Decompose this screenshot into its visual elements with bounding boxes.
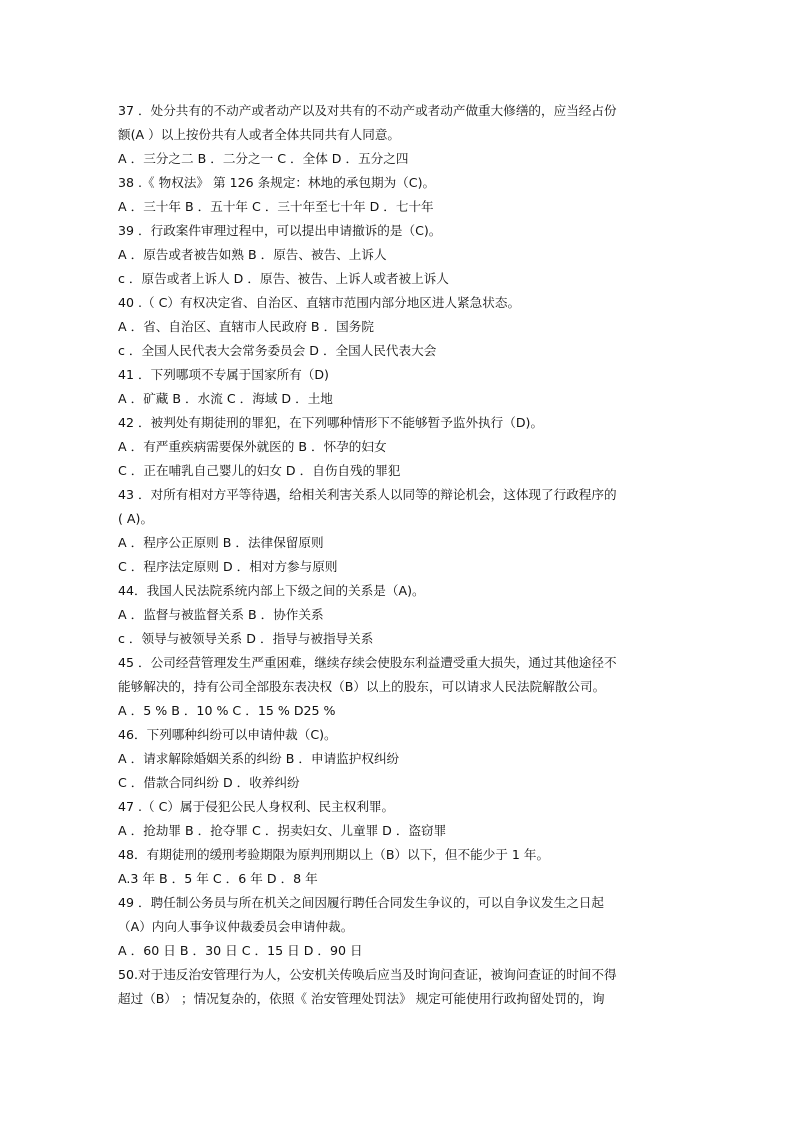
text-line: 40 .（ C）有权决定省、自治区、直辖市范围内部分地区进人紧急状态。: [118, 295, 521, 310]
text-line: 39 ．行政案件审理过程中，可以提出申请撤诉的是（C)。: [118, 223, 442, 238]
text-line: A ．监督与被监督关系 B ．协作关系: [118, 607, 324, 622]
text-line: A ．省、自治区、直辖市人民政府 B ．国务院: [118, 319, 374, 334]
text-line: 48．有期徒刑的缓刑考验期限为原判刑期以上（B）以下，但不能少于 1 年。: [118, 847, 550, 862]
text-line: A ．5 % B ．10 % C ．15 % D25 %: [118, 703, 336, 718]
text-line: 42 ．被判处有期徒刑的罪犯，在下列哪种情形下不能够暂予监外执行（D)。: [118, 415, 544, 430]
text-line: 41 ．下列哪项不专属于国家所有（D): [118, 367, 329, 382]
text-line: A.3 年 B ．5 年 C ．6 年 D ．8 年: [118, 871, 318, 886]
text-line: A ．三十年 B ．五十年 C ．三十年至七十年 D ．七十年: [118, 199, 434, 214]
text-line: C ．借款合同纠纷 D ．收养纠纷: [118, 775, 300, 790]
text-line: 38 .《 物权法》 第 126 条规定：林地的承包期为（C)。: [118, 175, 436, 190]
text-line: A ．有严重疾病需要保外就医的 B ．怀孕的妇女: [118, 439, 387, 454]
text-line: 45 ．公司经营管理发生严重困难，继续存续会使股东利益遭受重大损失，通过其他途径不: [118, 655, 617, 670]
text-line: c ．原告或者上诉人 D ．原告、被告、上诉人或者被上诉人: [118, 271, 449, 286]
text-line: A ．原告或者被告如熟 B ．原告、被告、上诉人: [118, 247, 387, 262]
text-line: 43 ．对所有相对方平等待遇，给相关利害关系人以同等的辩论机会，这体现了行政程序的: [118, 487, 617, 502]
text-line: 额(A ）以上按份共有人或者全体共同共有人同意。: [118, 127, 401, 142]
text-line: 46．下列哪种纠纷可以申请仲裁（C)。: [118, 727, 337, 742]
text-line: A ．抢劫罪 B ．抢夺罪 C ．拐卖妇女、儿童罪 D ．盗窃罪: [118, 823, 447, 838]
text-line: A ．矿藏 B ．水流 C ．海域 D ．土地: [118, 391, 333, 406]
text-line: C ．正在哺乳自己婴儿的妇女 D ．自伤自残的罪犯: [118, 463, 401, 478]
question-list: [118, 99, 678, 1011]
text-line: c ．全国人民代表大会常务委员会 D ．全国人民代表大会: [118, 343, 437, 358]
text-line: 47 .（ C）属于侵犯公民人身权利、民主权利罪。: [118, 799, 395, 814]
text-line: A ．程序公正原则 B ．法律保留原则: [118, 535, 324, 550]
text-line: A ．三分之二 B ．二分之一 C ．全体 D ．五分之四: [118, 151, 409, 166]
text-line: （A）内向人事争议仲裁委员会申请仲裁。: [118, 919, 354, 934]
text-line: 超过（B） ；情况复杂的，依照《 治安管理处罚法》 规定可能使用行政拘留处罚的，询: [118, 991, 605, 1006]
text-line: A ．请求解除婚姻关系的纠纷 B ．申请监护权纠纷: [118, 751, 400, 766]
text-line: 能够解决的，持有公司全部股东表决权（B）以上的股东，可以请求人民法院解散公司。: [118, 679, 606, 694]
text-line: c ．领导与被领导关系 D ．指导与被指导关系: [118, 631, 374, 646]
text-line: 50.对于违反治安管理行为人，公安机关传唤后应当及时询问查证，被询问查证的时间不得: [118, 967, 617, 982]
text-line: 44．我国人民法院系统内部上下级之间的关系是（A)。: [118, 583, 425, 598]
text-line: A ．60 日 B ．30 日 C ．15 日 D ．90 日: [118, 943, 363, 958]
text-line: 49 ．聘任制公务员与所在机关之间因履行聘任合同发生争议的，可以自争议发生之日起: [118, 895, 604, 910]
text-line: 37 ．处分共有的不动产或者动产以及对共有的不动产或者动产做重大修缮的，应当经占份: [118, 103, 617, 118]
text-line: C ．程序法定原则 D ．相对方参与原则: [118, 559, 338, 574]
text-line: ( A)。: [118, 511, 154, 526]
